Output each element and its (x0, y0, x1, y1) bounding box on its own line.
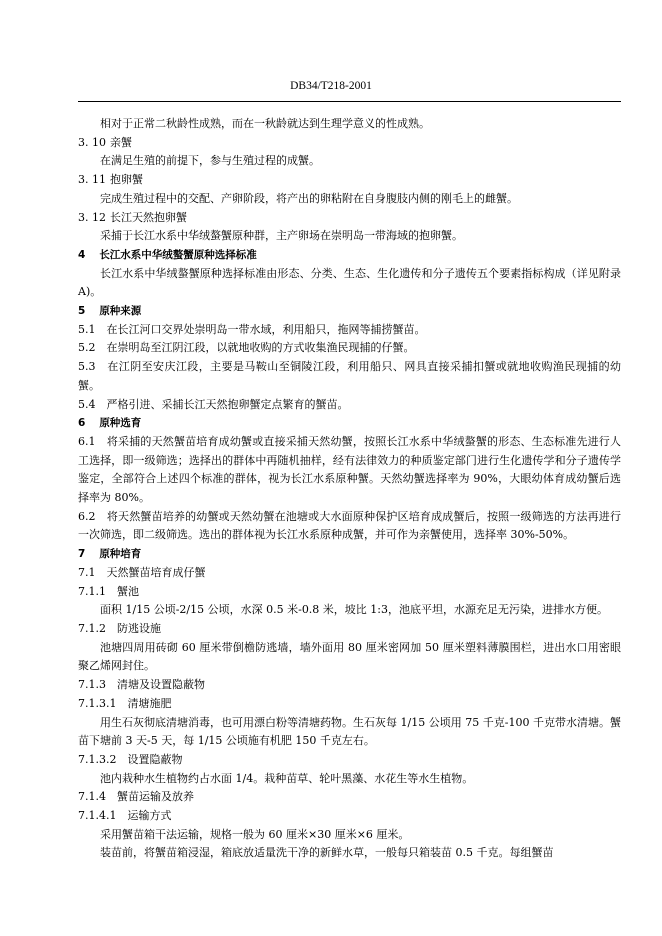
clause-7-1-3-2: 7.1.3.2 设置隐蔽物 (78, 752, 183, 766)
paragraph: 面积 1/15 公顷-2/15 公顷，水深 0.5 米-0.8 米，坡比 1:3，池底平坦，水源充足无污染，进排水方便。 (100, 603, 609, 617)
paragraph: 相对于正常二秋龄性成熟，而在一秋龄就达到生理学意义的性成熟。 (100, 117, 430, 130)
clause-7-1-3: 7.1.3 清塘及设置隐蔽物 (78, 678, 205, 692)
section-heading-3-12: 3. 12 长江天然抱卵蟹 (78, 210, 187, 224)
clause-7-1-4: 7.1.4 蟹苗运输及放养 (78, 790, 194, 804)
section-heading-3-10: 3. 10 亲蟹 (78, 135, 132, 149)
clause-7-1: 7.1 天然蟹苗培育成仔蟹 (78, 565, 206, 579)
paragraph: 在满足生殖的前提下，参与生殖过程的成蟹。 (100, 154, 320, 168)
paragraph: 长江水系中华绒螯蟹原种选择标准由形态、分类、生态、生化遗传和分子遗传五个要素指标构成（详见附录 A)。 (78, 266, 621, 299)
section-heading-5: 5 原种来源 (78, 305, 142, 318)
paragraph: 装苗前，将蟹苗箱浸湿，箱底放适量洗干净的新鲜水草，一般每只箱装苗 0.5 千克。每组蟹苗 (100, 846, 554, 860)
clause-5-4: 5.4 严格引进、采捕长江天然抱卵蟹定点繁育的蟹苗。 (78, 397, 349, 411)
clause-7-1-4-1: 7.1.4.1 运输方式 (78, 809, 172, 823)
section-heading-3-11: 3. 11 抱卵蟹 (78, 173, 143, 187)
paragraph: 池塘四周用砖砌 60 厘米带倒檐防逃墙，墙外面用 80 厘米密网加 50 厘米塑料薄膜围栏，进出水口用密眼聚乙烯网封住。 (78, 640, 621, 673)
clause-7-1-3-1: 7.1.3.1 清塘施肥 (78, 696, 172, 710)
clause-5-2: 5.2 在崇明岛至江阴江段，以就地收购的方式收集渔民现捕的仔蟹。 (78, 341, 415, 355)
clause-5-3: 5.3 在江阴至安庆江段，主要是马鞍山至铜陵江段，利用船只、网具直接采捕扣蟹或就地收购渔民现捕的幼蟹。 (78, 360, 621, 392)
document-body (78, 115, 621, 863)
paragraph: 用生石灰彻底清塘消毒，也可用漂白粉等清塘药物。生石灰每 1/15 公顷用 75 千克-100 千克带水清塘。蟹苗下塘前 3 天-5 天，每 1/15 公顷施有机肥 150 千克左右。 (78, 715, 621, 748)
paragraph: 采捕于长江水系中华绒螯蟹原种群，主产卵场在崇明岛一带海域的抱卵蟹。 (100, 229, 463, 243)
clause-7-1-1: 7.1.1 蟹池 (78, 584, 139, 598)
section-heading-6: 6 原种选育 (78, 417, 142, 430)
clause-6-1: 6.1 将采捕的天然蟹苗培育成幼蟹或直接采捕天然幼蟹，按照长江水系中华绒螯蟹的形态、生态标准先进行人工选择，即一级筛选；选择出的群体中再随机抽样，经有法律效力的种质鉴定部门进行生化遗传学和分子遗传学鉴定，全部符合上述四个标准的群体，视为长江水系原种蟹。天然幼蟹选择率为 90%，大眼幼体育成幼蟹后选择率为 80%。 (78, 434, 621, 505)
clause-7-1-2: 7.1.2 防逃设施 (78, 621, 161, 635)
paragraph: 完成生殖过程中的交配、产卵阶段，将产出的卵粘附在自身腹肢内侧的刚毛上的雌蟹。 (100, 191, 518, 205)
clause-5-1: 5.1 在长江河口交界处崇明岛一带水域，利用船只，拖网等捕捞蟹苗。 (78, 322, 426, 336)
paragraph: 采用蟹苗箱干法运输，规格一般为 60 厘米×30 厘米×6 厘米。 (100, 827, 410, 841)
clause-6-2: 6.2 将天然蟹苗培养的幼蟹或天然幼蟹在池塘或大水面原种保护区培育成成蟹后，按照一级筛选的方法再进行一次筛选，即二级筛选。选出的群体视为长江水系原种成蟹，并可作为亲蟹使用，选择率 30%-50%。 (78, 509, 621, 542)
paragraph: 池内栽种水生植物约占水面 1/4。栽种苗草、轮叶黑藻、水花生等水生植物。 (100, 771, 474, 785)
section-heading-4: 4 长江水系中华绒螯蟹原种选择标准 (78, 248, 257, 261)
section-heading-7: 7 原种培育 (78, 548, 142, 561)
header-rule (78, 101, 621, 102)
document-code-header: DB34/T218-2001 (290, 80, 372, 92)
